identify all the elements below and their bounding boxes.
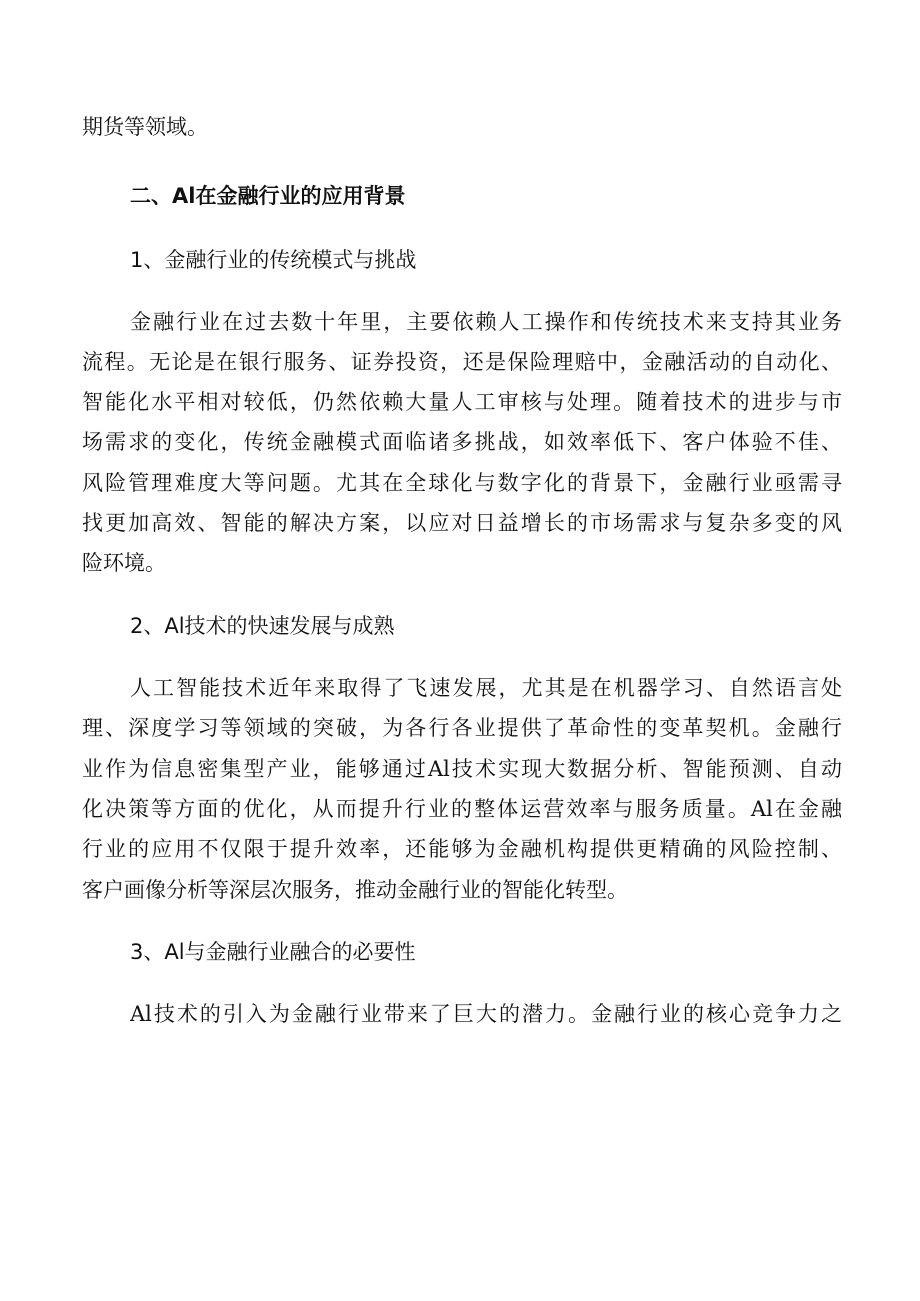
subsection-title-3: 3、Al与金融行业融合的必要性 <box>130 940 416 964</box>
paragraph-2-line: 化决策等方面的优化，从而提升行业的整体运营效率与服务质量。Al在金融 <box>82 797 842 821</box>
paragraph-2-line: 理、深度学习等领域的突破，为各行各业提供了革命性的变革契机。金融行 <box>82 716 842 740</box>
paragraph-2-line: 行业的应用不仅限于提升效率，还能够为金融机构提供更精确的风险控制、 <box>82 837 842 861</box>
continuation-text: 期货等领域。 <box>82 115 208 139</box>
paragraph-2-line: 人工智能技术近年来取得了飞速发展，尤其是在机器学习、自然语言处 <box>130 676 842 700</box>
paragraph-1-line: 找更加高效、智能的解决方案，以应对日益增长的市场需求与复杂多变的风 <box>82 511 842 535</box>
paragraph-1-line: 场需求的变化，传统金融模式面临诸多挑战，如效率低下、客户体验不佳、 <box>82 430 842 454</box>
section-heading: 二、Al在金融行业的应用背景 <box>130 184 406 208</box>
paragraph-1-line: 风险管理难度大等问题。尤其在全球化与数字化的背景下，金融行业亟需寻 <box>82 471 842 495</box>
paragraph-1-line: 流程。无论是在银行服务、证券投资，还是保险理赔中，金融活动的自动化、 <box>82 350 842 374</box>
subsection-title-2: 2、Al技术的快速发展与成熟 <box>130 614 395 638</box>
paragraph-1-line: 金融行业在过去数十年里，主要依赖人工操作和传统技术来支持其业务 <box>130 310 842 334</box>
subsection-title-1: 1、金融行业的传统模式与挑战 <box>130 248 417 272</box>
paragraph-2-line: 客户画像分析等深层次服务，推动金融行业的智能化转型。 <box>82 878 628 902</box>
paragraph-1-line: 险环境。 <box>82 551 166 575</box>
paragraph-3-line: Al技术的引入为金融行业带来了巨大的潜力。金融行业的核心竞争力之 <box>130 1002 842 1026</box>
paragraph-2-line: 业作为信息密集型产业，能够通过Al技术实现大数据分析、智能预测、自动 <box>82 757 842 781</box>
paragraph-1-line: 智能化水平相对较低，仍然依赖大量人工审核与处理。随着技术的进步与市 <box>82 390 842 414</box>
